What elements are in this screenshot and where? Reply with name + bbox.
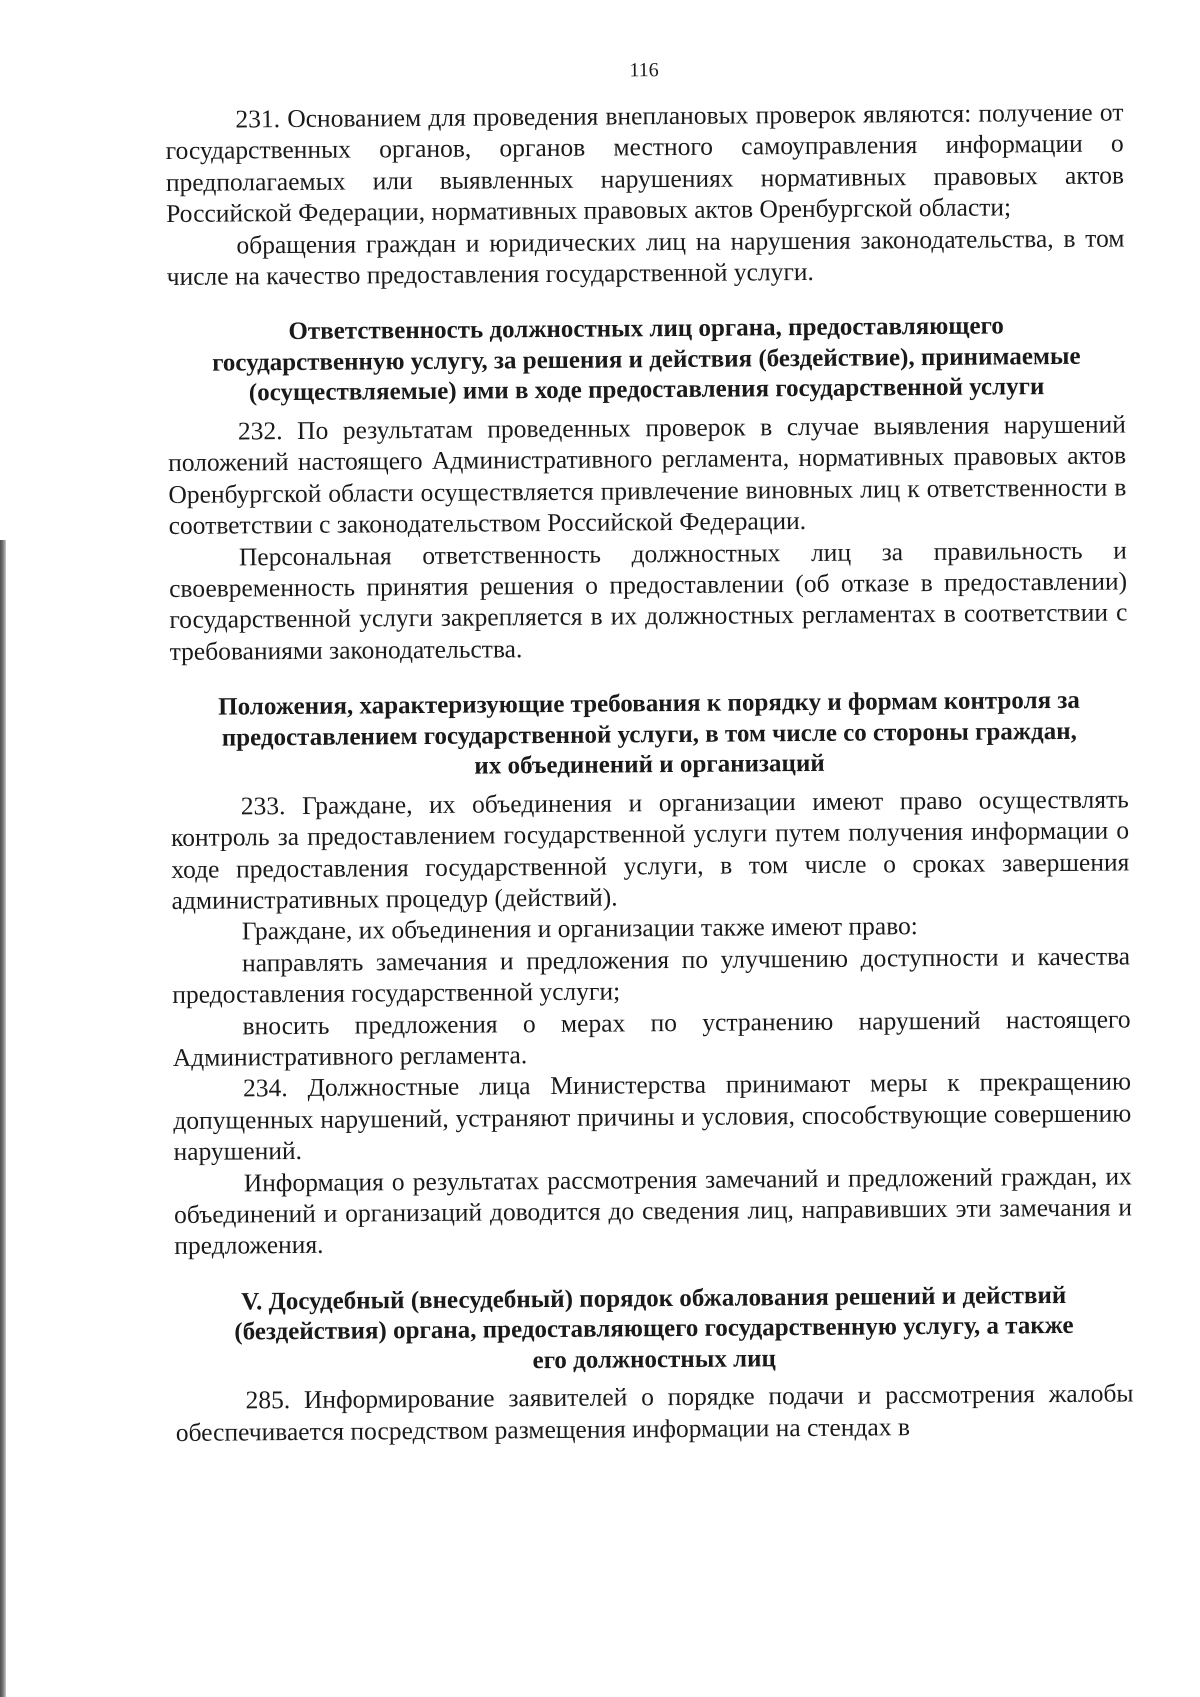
paragraph-233-remarks: направлять замечания и предложения по улучшению доступности и качества предоставления государственной услуги; <box>172 941 1131 1010</box>
paragraph-285: 285. Информирование заявителей о порядке подачи и рассмотрения жалобы обеспечивается посредством размещения информации на стендах в <box>175 1378 1134 1447</box>
heading-official-responsibility: Ответственность должностных лиц органа, предоставляющего государственную услугу, за решения и действия (бездействие), принимаемые (осуществляемые) ими в ходе предоставления государственной услуги <box>212 312 1081 407</box>
paragraph-234-information: Информация о результатах рассмотрения замечаний и предложений граждан, их объединений и организаций доводится до сведения лиц, направивших эти замечания и предложения. <box>173 1161 1133 1261</box>
document-page <box>165 54 1134 1448</box>
heading-section-v-appeal: V. Досудебный (внесудебный) порядок обжалования решений и действий (бездействия) органа, предоставляющего государственную услугу, а также его должностных лиц <box>234 1281 1074 1374</box>
paragraph-232: 232. По результатам проведенных проверок в случае выявления нарушений положений настоящего Административного регламента, нормативных правовых актов Оренбургской области осуществляется привлечение виновных лиц к ответственности в соответствии с законодательством Российской Федерации. <box>168 409 1127 541</box>
paragraph-233-rights: Граждане, их объединения и организации также имеют право: <box>241 911 918 946</box>
paragraph-231-appeals: обращения граждан и юридических лиц на нарушения законодательства, в том числе на качество предоставления государственной услуги. <box>166 223 1125 292</box>
paragraph-232-personal-responsibility: Персональная ответственность должностных лиц за правильность и своевременность принятия решения о предоставлении (об отказе в предоставлении) государственной услуги закрепляется в их должностных регламентах в соответствии с требованиями законодательства. <box>169 535 1128 666</box>
paragraph-233: 233. Граждане, их объединения и организации имеют право осуществлять контроль за предоставлением государственной услуги путем получения информации о ходе предоставления государственной услуги, в том числе о сроках завершения административных процедур (действий). <box>170 784 1130 915</box>
heading-control-provisions: Положения, характеризующие требования к порядку и формам контроля за предоставлением государственной услуги, в том числе со стороны граждан, их объединений и организаций <box>218 687 1080 780</box>
scan-edge-shadow <box>0 540 6 1697</box>
paragraph-231: 231. Основанием для проведения внеплановых проверок являются: получение от государственных органов, органов местного самоуправления информации о предполагаемых или выявленных нарушениях нормативных правовых актов Российской Федерации, нормативных правовых актов Оренбургской области; <box>165 97 1125 229</box>
page-number: 116 <box>629 59 659 82</box>
paragraph-234: 234. Должностные лица Министерства принимают меры к прекращению допущенных нарушений, устраняют причины и условия, способствующие совершению нарушений. <box>173 1066 1132 1167</box>
paragraph-233-proposals: вносить предложения о мерах по устранению нарушений настоящего Административного регламента. <box>172 1003 1131 1072</box>
